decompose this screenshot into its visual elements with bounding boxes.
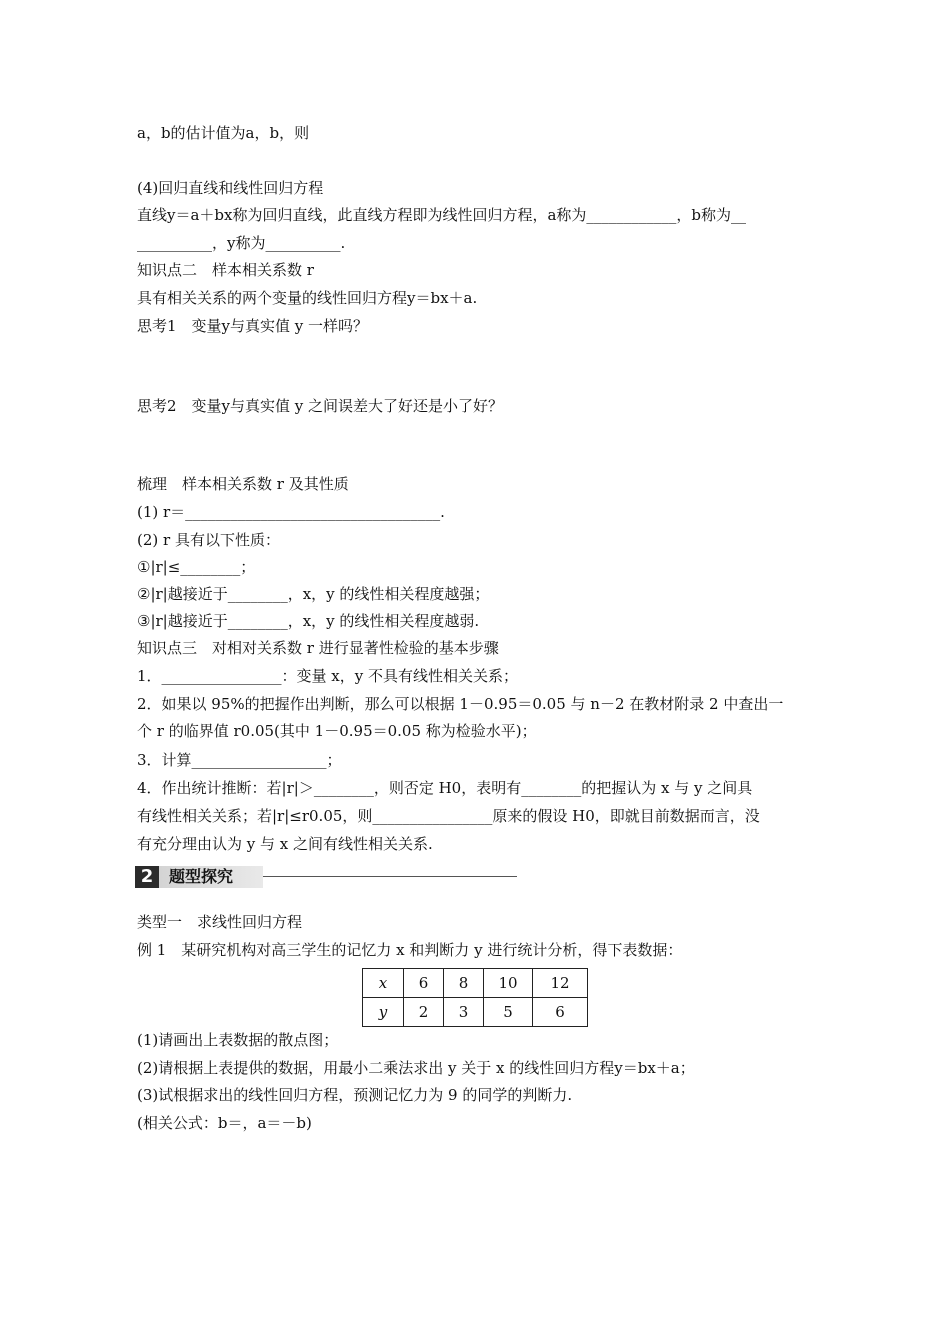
section-banner xyxy=(135,866,517,888)
text-line-regression-definition: 直线y＝a＋bx称为回归直线，此直线方程即为线性回归方程，a称为____________，b称为__ xyxy=(137,206,747,224)
example-1-part-2: (2)请根据上表提供的数据，用最小二乘法求出 y 关于 x 的线性回归方程y＝bx＋a； xyxy=(137,1059,695,1077)
table-cell: 12 xyxy=(533,969,588,998)
table-row xyxy=(363,998,588,1027)
step-2: 2．如果以 95%的把握作出判断，那么可以根据 1－0.95＝0.05 与 n－2 在教材附录 2 中查出一 xyxy=(137,695,784,713)
text-line-estimate: a，b的估计值为a，b，则 xyxy=(137,124,310,142)
property-item-3: ③|r|越接近于________，x，y 的线性相关程度越弱. xyxy=(137,612,480,630)
heading-summary: 梳理 样本相关系数 r 及其性质 xyxy=(137,475,349,493)
heading-knowledge-point-3: 知识点三 对相对关系数 r 进行显著性检验的基本步骤 xyxy=(137,639,499,657)
table-cell: y xyxy=(363,998,404,1027)
property-item-2: ②|r|越接近于________，x，y 的线性相关程度越强； xyxy=(137,585,490,603)
text-line-r-properties: (2) r 具有以下性质： xyxy=(137,531,280,549)
step-3: 3．计算__________________； xyxy=(137,751,342,769)
step-4-cont: 有线性相关关系；若|r|≤r0.05，则________________原来的假设 H0，即就目前数据而言，没 xyxy=(137,807,760,825)
table-cell: 8 xyxy=(444,969,484,998)
step-4: 4．作出统计推断：若|r|＞________，则否定 H0，表明有________的把握认为 x 与 y 之间具 xyxy=(137,779,753,797)
formula-hint: (相关公式：b＝，a＝－b) xyxy=(137,1114,312,1132)
heading-type-1: 类型一 求线性回归方程 xyxy=(137,913,303,931)
table-cell: 6 xyxy=(404,969,444,998)
example-1-statement: 例 1 某研究机构对高三学生的记忆力 x 和判断力 y 进行统计分析，得下表数据： xyxy=(137,941,683,959)
data-table xyxy=(362,968,588,1027)
text-line-r-formula: (1) r＝__________________________________. xyxy=(137,503,445,521)
example-1-part-3: (3)试根据求出的线性回归方程，预测记忆力为 9 的同学的判断力. xyxy=(137,1086,573,1104)
step-1: 1．________________：变量 x，y 不具有线性相关关系； xyxy=(137,667,519,685)
heading-regression-line: (4)回归直线和线性回归方程 xyxy=(137,179,324,197)
step-2-cont: 个 r 的临界值 r0.05(其中 1－0.95＝0.05 称为检验水平)； xyxy=(137,722,537,740)
table-cell: x xyxy=(363,969,404,998)
text-line-regression-definition-cont: __________，y称为__________. xyxy=(137,234,346,252)
section-title: 题型探究 xyxy=(169,867,234,886)
section-number-badge: 2 xyxy=(135,866,159,888)
question-think-2: 思考2 变量y与真实值 y 之间误差大了好还是小了好？ xyxy=(137,397,504,415)
step-4-cont-2: 有充分理由认为 y 与 x 之间有线性相关关系. xyxy=(137,835,433,853)
property-item-1: ①|r|≤________； xyxy=(137,558,256,576)
question-think-1: 思考1 变量y与真实值 y 一样吗？ xyxy=(137,317,369,335)
table-cell: 10 xyxy=(484,969,533,998)
text-line-regression-equation: 具有相关关系的两个变量的线性回归方程y＝bx＋a. xyxy=(137,289,478,307)
heading-knowledge-point-2: 知识点二 样本相关系数 r xyxy=(137,261,314,279)
table-cell: 3 xyxy=(444,998,484,1027)
table-row xyxy=(363,969,588,998)
section-divider xyxy=(263,876,517,877)
table-cell: 6 xyxy=(533,998,588,1027)
table-cell: 2 xyxy=(404,998,444,1027)
table-cell: 5 xyxy=(484,998,533,1027)
example-1-part-1: (1)请画出上表数据的散点图； xyxy=(137,1031,339,1049)
